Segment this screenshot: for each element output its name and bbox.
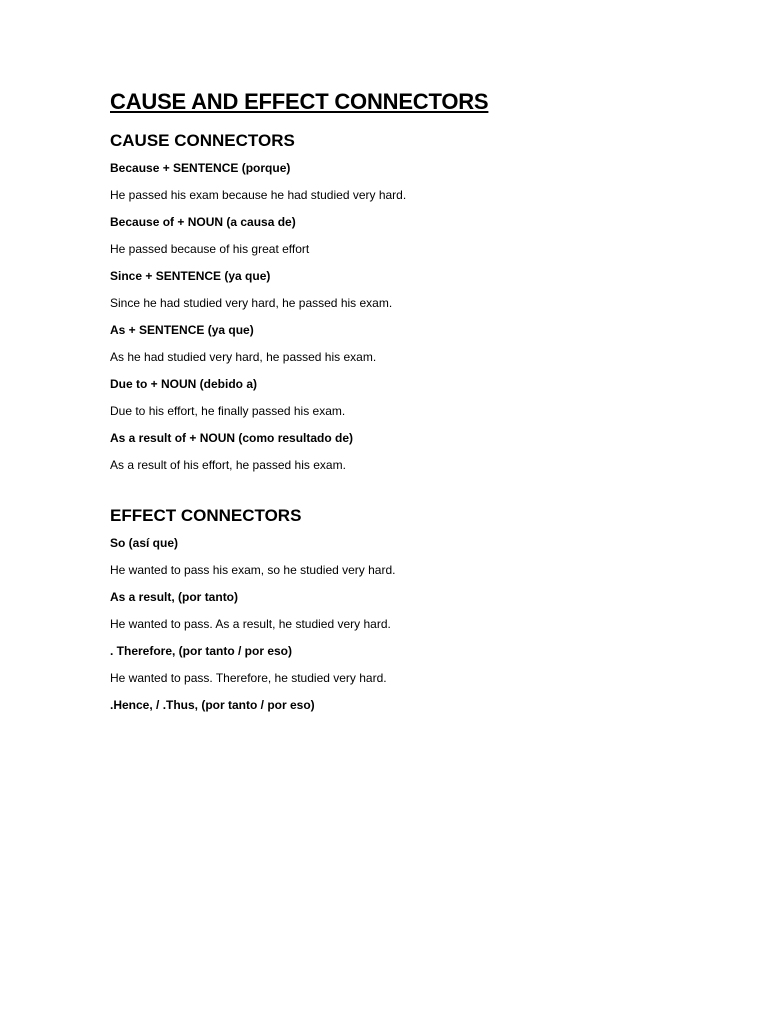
cause-example-since: Since he had studied very hard, he passed his exam. xyxy=(110,296,393,310)
effect-example-as-a-result: He wanted to pass. As a result, he studied very hard. xyxy=(110,617,391,631)
effect-example-so: He wanted to pass his exam, so he studied very hard. xyxy=(110,563,396,577)
cause-heading: CAUSE CONNECTORS xyxy=(110,131,295,150)
cause-example-because: He passed his exam because he had studied very hard. xyxy=(110,188,407,202)
document-page xyxy=(110,88,710,724)
cause-rule-because-of: Because of + NOUN (a causa de) xyxy=(110,215,296,229)
cause-section xyxy=(110,128,710,473)
cause-rule-as-a-result-of: As a result of + NOUN (como resultado de) xyxy=(110,431,354,445)
cause-example-due-to: Due to his effort, he finally passed his exam. xyxy=(110,404,346,418)
effect-heading: EFFECT CONNECTORS xyxy=(110,506,302,525)
cause-example-as: As he had studied very hard, he passed his exam. xyxy=(110,350,377,364)
effect-section xyxy=(110,503,710,713)
effect-rule-therefore: . Therefore, (por tanto / por eso) xyxy=(110,644,293,658)
effect-rule-so: So (así que) xyxy=(110,536,179,550)
cause-example-as-a-result-of: As a result of his effort, he passed his exam. xyxy=(110,458,346,472)
cause-rule-as: As + SENTENCE (ya que) xyxy=(110,323,254,337)
effect-rule-hence-thus: .Hence, / .Thus, (por tanto / por eso) xyxy=(110,698,315,712)
document-title: CAUSE AND EFFECT CONNECTORS xyxy=(110,89,489,114)
effect-rule-as-a-result: As a result, (por tanto) xyxy=(110,590,239,604)
effect-example-therefore: He wanted to pass. Therefore, he studied very hard. xyxy=(110,671,387,685)
cause-rule-because: Because + SENTENCE (porque) xyxy=(110,161,291,175)
cause-rule-due-to: Due to + NOUN (debido a) xyxy=(110,377,257,391)
cause-example-because-of: He passed because of his great effort xyxy=(110,242,310,256)
cause-rule-since: Since + SENTENCE (ya que) xyxy=(110,269,271,283)
